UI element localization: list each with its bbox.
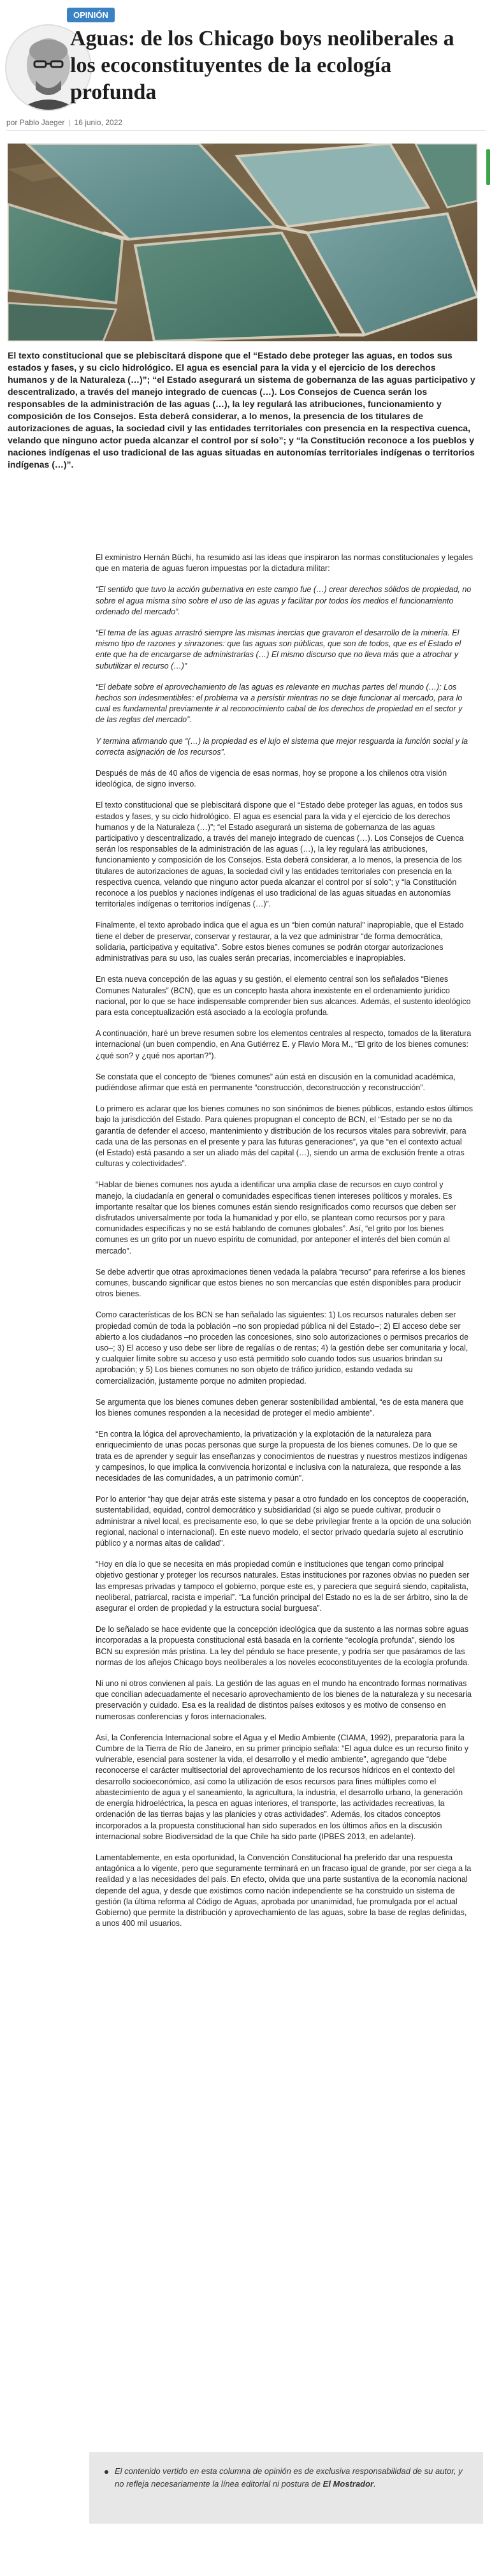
body-paragraph: Lamentablemente, en esta oportunidad, la Convención Constitucional ha preferido dar una respuesta antagónica a lo vigente, pero que seguramente terminará en un fracaso igual de grande, por ser ciega a la realidad y a las necesidades del país. En efecto, olvida que una parte sustantiva de la economía nacional depende del agua, y desde que existimos como nación independiente se ha construido un sistema de gestión (la última reforma al Código de Aguas, aprobada por unanimidad, fue promulgada por el actual Gobierno) que permite la distribución y aprovechamiento de las aguas, sobre la base de reglas definidas, a unos 400 mil usuarios. [96,1853,472,1928]
header-divider [6,130,486,131]
author-name[interactable]: por Pablo Jaeger [6,118,65,127]
byline-separator: | [68,118,71,127]
opinion-badge[interactable]: OPINIÓN [67,8,115,22]
body-paragraph: El texto constitucional que se plebiscitará dispone que el “Estado debe proteger las aguas, en todos sus estados y fases, y su ciclo hidrológico. El agua es esencial para la vida y el ejercicio de los derechos humanos y de la Naturaleza (…)”; “el Estado asegurará un sistema de gobernanza de las aguas participativo y descentralizado, a través del manejo integrado de cuencas (…). Los Consejos de Cuenca serán los responsables de la administración de las aguas (…), la ley regulará las atribuciones, funcionamiento y composición de los Consejos. Esta deberá considerar, a lo menos, la presencia de los titulares de autorizaciones de aguas, la sociedad civil y las entidades territoriales con presencia en la respectiva cuenca, velando que ninguno actor pueda alcanzar el control por sí solo”; y “la Constitución reconoce a los pueblos y naciones indígenas el uso tradicional de las aguas situadas en autonomías territoriales indígenas o territorios indígenas (…)”. [96,801,464,909]
article-hero-image [8,144,477,341]
body-quote: “El sentido que tuvo la acción gubernativa en este campo fue (…) crear derechos sólidos de propiedad, no sobre el agua misma sino sobre el uso de las aguas y facilitar por todos los medios el funcionamiento ordenado del mercado”. [96,585,472,616]
body-paragraph: “En contra la lógica del aprovechamiento, la privatización y la explotación de la naturaleza para enriquecimiento de unas pocas personas que surge la propuesta de los bienes comunes. De lo que se trata es de aprender y seguir las enseñanzas y conocimientos de nuestras y nuestros mestizos indígenas y campesinos, lo que implica la convivencia horizontal e inclusiva con la naturaleza, que responde a las necesidades de las comunidades, a un patrimonio común”. [96,1430,468,1483]
article-lead: El texto constitucional que se plebiscitará dispone que el “Estado debe proteger las aguas, en todos sus estados y fases, y su ciclo hidrológico. El agua es esencial para la vida y el ejercicio de los derechos humanos y de la Naturaleza (…)”; “el Estado asegurará un sistema de gobernanza de las aguas participativo y descentralizado, a través del manejo integrado de cuencas (…). Los Consejos de Cuenca serán los responsables de la administración de las aguas (…), la ley regulará las atribuciones, funcionamiento y composición de los Consejos. Esta deberá considerar, a lo menos, la presencia de los titulares de autorizaciones de aguas, la sociedad civil y las entidades territoriales con presencia en la respectiva cuenca, velando que ninguno actor pueda alcanzar el control por sí solo”; y “la Constitución reconoce a los pueblos y naciones indígenas el uso tradicional de las aguas situadas en autonomías territoriales indígenas o territorios indígenas (…)”. [8,350,475,470]
body-paragraph: Se constata que el concepto de “bienes comunes” aún está en discusión en la comunidad académica, pudiéndose afirmar que está en permanente “construcción, deconstrucción y reconstrucción”. [96,1072,456,1092]
body-quote: “El tema de las aguas arrastró siempre las mismas inercias que gravaron el desarrollo de la minería. El mismo tipo de razones y sinrazones: que las aguas son públicas, que son de todos, que es el Estado el ente que ha de encargarse de administrarlas (…) El mismo discurso que no lleva más que a atrochar y subutilizar el recurso (…)” [96,628,461,670]
disclaimer-text [115,2465,472,2491]
body-paragraph: Así, la Conferencia Internacional sobre el Agua y el Medio Ambiente (CIAMA, 1992), preparatoria para la Cumbre de la Tierra de Río de Janeiro, en su primer principio señala: “El agua dulce es un recurso finito y vulnerable, esencial para sostener la vida, el desarrollo y el medio ambiente”, agregando que “debe reconocerse el carácter multisectorial del aprovechamiento de los recursos hídricos en el contexto del desarrollo socioeconómico, así como la utilización de esos recursos para fines múltiples como el abastecimiento de agua y el saneamiento, la agricultura, la industria, el desarrollo urbano, la generación de energía hidroeléctrica, la pesca en aguas interiores, el transporte, las actividades recreativas, la ordenación de las tierras bajas y las planicies y otras actividades”. Además, los citados conceptos incorporados a la propuesta constitucional han sido superados en los últimos años en la discusión internacional sobre Biodiversidad de la que Chile ha sido parte (IPBES 2013, en adelante). [96,1733,469,1841]
body-paragraph: Finalmente, el texto aprobado indica que el agua es un “bien común natural” inapropiable, que el Estado tiene el deber de preservar, conservar y restaurar, a la vez que administrar “de forma democrática, solidaria, participativa y equitativa”. Sobre estos bienes comunes se podrán otorgar autorizaciones administrativas para su uso, las cuales serán precarias, incomerciables e inapropiables. [96,921,464,963]
body-paragraph: Se debe advertir que otras aproximaciones tienen vedada la palabra “recurso” para referirse a los bienes comunes, buscando significar que estos bienes no son mercancías que estén disponibles para producir otros bienes. [96,1267,466,1299]
aerial-ponds-image [8,144,477,341]
body-paragraph: A continuación, haré un breve resumen sobre los elementos centrales al respecto, tomados de la literatura internacional (un buen compendio, en Ana Gutiérrez E. y Flavio Mora M., “El grito de los bienes comunes: ¿qué son? y ¿qué nos aportan?”). [96,1029,472,1060]
body-paragraph: En esta nueva concepción de las aguas y su gestión, el elemento central son los señalados “Bienes Comunes Naturales” (BCN), que es un concepto hasta ahora inexistente en el ordenamiento jurídico nacional, por lo que se hace indispensable comprender bien sus alcances. Además, el sustento ideológico para esta conceptualización está asociado a la ecología profunda. [96,975,471,1017]
disclaimer-box [89,2452,483,2524]
body-paragraph: Por lo anterior “hay que dejar atrás este sistema y pasar a otro fundado en los conceptos de cooperación, sustentabilidad, equidad, control democrático y subsidiaridad (si algo se puede cultivar, producir o administrar a nivel local, es precisamente eso, lo que se debe privilegiar frente a la opción de una solución regional, nacional o internacional). En este nuevo modelo, el sector privado quedaría sujeto al escrutinio público y a normas altas de calidad”. [96,1495,472,1548]
publication-name: El Mostrador [322,2479,374,2489]
byline [6,118,122,127]
side-accent-bar [486,149,490,185]
body-paragraph: “Hablar de bienes comunes nos ayuda a identificar una amplia clase de recursos en cuyo control y manejo, la ciudadanía en general o comunidades específicas tienen intereses políticos y morales. Es importante resaltar que los bienes comunes están siendo resignificados como recursos que deben ser disfrutados universalmente por toda la humanidad y por ello, se plantean como recursos por y para comunidades específicas y no se está hablando de comunes globales”. Así, “el grito por los bienes comunes es un grito por un nuevo espíritu de comunidad, por anteponer el interés del bien común al mercado”. [96,1180,456,1255]
body-paragraph: Se argumenta que los bienes comunes deben generar sostenibilidad ambiental, “es de esta manera que los bienes comunes responden a la necesidad de proteger el medio ambiente”. [96,1397,464,1418]
body-quote: “El debate sobre el aprovechamiento de las aguas es relevante en muchas partes del mundo (…): Los hechos son indesmentibles: el problema va a persistir mientras no se deje funcionar al mercado, para lo cual es fundamental previamente ir al reconocimiento cabal de los derechos de propiedad en el sector y de las reglas del mercado”. [96,682,463,725]
body-paragraph: Ni uno ni otros convienen al país. La gestión de las aguas en el mundo ha encontrado formas normativas que concilian adecuadamente el necesario aprovechamiento de los bienes de la naturaleza y su necesaria preservación y cuidado. Esa es la realidad de distintos países exitosos y es motivo de consenso en numerosas conferencias y foros internacionales. [96,1679,472,1721]
bullet-icon [105,2470,108,2474]
article-header [0,0,492,134]
article-title: Aguas: de los Chicago boys neoliberales a los ecoconstituyentes de la ecología profunda [70,27,454,104]
body-paragraph: De lo señalado se hace evidente que la concepción ideológica que da sustento a las normas sobre aguas incorporadas a la propuesta constitucional está basada en la corriente “ecología profunda”, siendo los BCN su expresión más prístina. La ley del péndulo se hace presente, y podría ser que pasáramos de las normas de los añejos Chicago boys neoliberales a los noveles ecoconstituyentes de la ecología profunda. [96,1625,470,1667]
body-paragraph: Como características de los BCN se han señalado las siguientes: 1) Los recursos naturales deben ser propiedad común de toda la población –no son propiedad pública ni del Estado–; 2) El acceso debe ser abierto a los ciudadanos –no proceden las concesiones, sino solo autorizaciones o permisos precarios de uso–; 3) El acceso y uso debe ser libre de regalías o de rentas; 4) la gestión debe ser comunitaria y local, y cualquier límite sobre su acceso y uso está permitido solo cuando todos sus usuarios brindan su aprobación; y 5) Los bienes comunes no son objeto de tráfico jurídico, estando vedada su comercialización, justamente porque no admiten propiedad. [96,1310,469,1386]
body-paragraph: Después de más de 40 años de vigencia de esas normas, hoy se propone a los chilenos otra visión ideológica, de signo inverso. [96,769,447,789]
body-paragraph: Lo primero es aclarar que los bienes comunes no son sinónimos de bienes públicos, estando estos últimos bajo la jurisdicción del Estado. Para quienes propugnan el concepto de BCN, el “Estado per se no da garantía de defender el acceso, mantenimiento y distribución de los recursos vitales para sobrevivir, para cada una de las personas en el presente y para las futuras generaciones”, ya que “en el contexto actual (el Estado) está pasando a ser un aliado más del capital (…), siendo un arma de exclusión frente a otras culturas y colectividades”. [96,1104,473,1169]
publish-date: 16 junio, 2022 [74,118,122,127]
disclaimer-text-main: El contenido vertido en esta columna de opinión es de exclusiva responsabilidad de su autor, y no refleja necesariamente la línea editorial ni postura de [115,2466,463,2489]
body-paragraph: El exministro Hernán Büchi, ha resumido así las ideas que inspiraron las normas constitucionales y legales que en materia de aguas fueron impuestas por la dictadura militar: [96,553,473,574]
disclaimer-text-end: . [373,2479,376,2489]
article-body [96,552,473,1939]
body-paragraph: “Hoy en día lo que se necesita en más propiedad común e instituciones que tengan como principal objetivo gestionar y proteger los recursos naturales. Estas instituciones por razones obvias no pueden ser las empresas privadas y tampoco el gobierno, porque este es, y pareciera que seguirá siendo, capitalista, neoliberal, patriarcal, racista e imperial”. “La función principal del Estado no es la de ser árbitro, sino la de asegurar el orden de propiedad y la estructura social burguesa”. [96,1560,470,1613]
body-quote: Y termina afirmando que “(…) la propiedad es el lujo el sistema que mejor resguarda la función social y la correcta asignación de los recursos”. [96,736,468,757]
